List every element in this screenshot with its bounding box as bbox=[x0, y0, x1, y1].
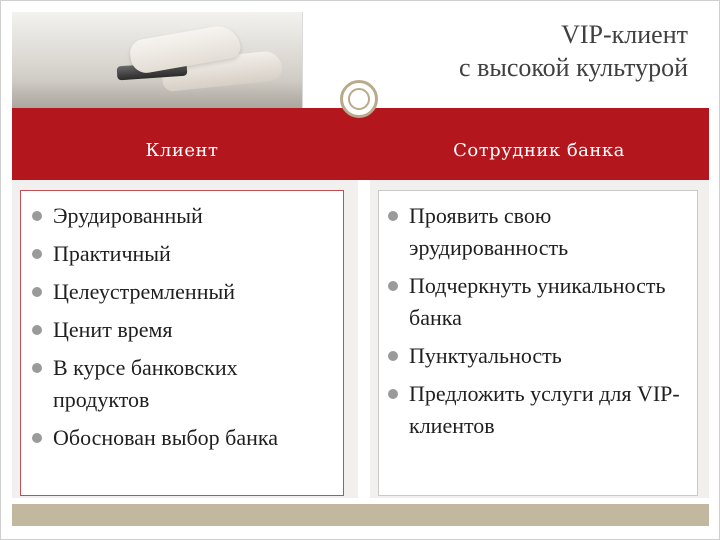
right-column-header: Сотрудник банка bbox=[453, 140, 625, 161]
list-item: Подчеркнуть уникальность банка bbox=[384, 270, 694, 334]
header-divider bbox=[302, 12, 303, 108]
bullet-icon bbox=[388, 211, 398, 221]
bullet-icon bbox=[32, 249, 42, 259]
title-line-2: с высокой культурой bbox=[459, 53, 688, 82]
bullet-icon bbox=[32, 287, 42, 297]
list-item: Пунктуальность bbox=[384, 340, 694, 372]
bullet-icon bbox=[388, 351, 398, 361]
bullet-icon bbox=[388, 281, 398, 291]
bullet-icon bbox=[388, 389, 398, 399]
left-column-header: Клиент bbox=[145, 140, 219, 161]
bullet-icon bbox=[32, 325, 42, 335]
photo-shadow bbox=[12, 82, 302, 108]
circle-ornament-icon bbox=[340, 80, 378, 118]
list-item: Эрудированный bbox=[28, 200, 338, 232]
list-item: В курсе банковских продуктов bbox=[28, 352, 338, 416]
bottom-bar bbox=[12, 504, 709, 526]
slide-title bbox=[328, 18, 688, 84]
list-item: Предложить услуги для VIP-клиентов bbox=[384, 378, 694, 442]
bullet-icon bbox=[32, 433, 42, 443]
hands-phone-photo bbox=[12, 12, 302, 108]
client-traits-list bbox=[28, 200, 338, 460]
bullet-icon bbox=[32, 211, 42, 221]
list-item: Проявить свою эрудированность bbox=[384, 200, 694, 264]
bullet-icon bbox=[32, 363, 42, 373]
list-item: Целеустремленный bbox=[28, 276, 338, 308]
list-item: Обоснован выбор банка bbox=[28, 422, 338, 454]
list-item: Практичный bbox=[28, 238, 338, 270]
list-item: Ценит время bbox=[28, 314, 338, 346]
employee-actions-list bbox=[384, 200, 694, 448]
title-line-1: VIP-клиент bbox=[561, 20, 688, 49]
